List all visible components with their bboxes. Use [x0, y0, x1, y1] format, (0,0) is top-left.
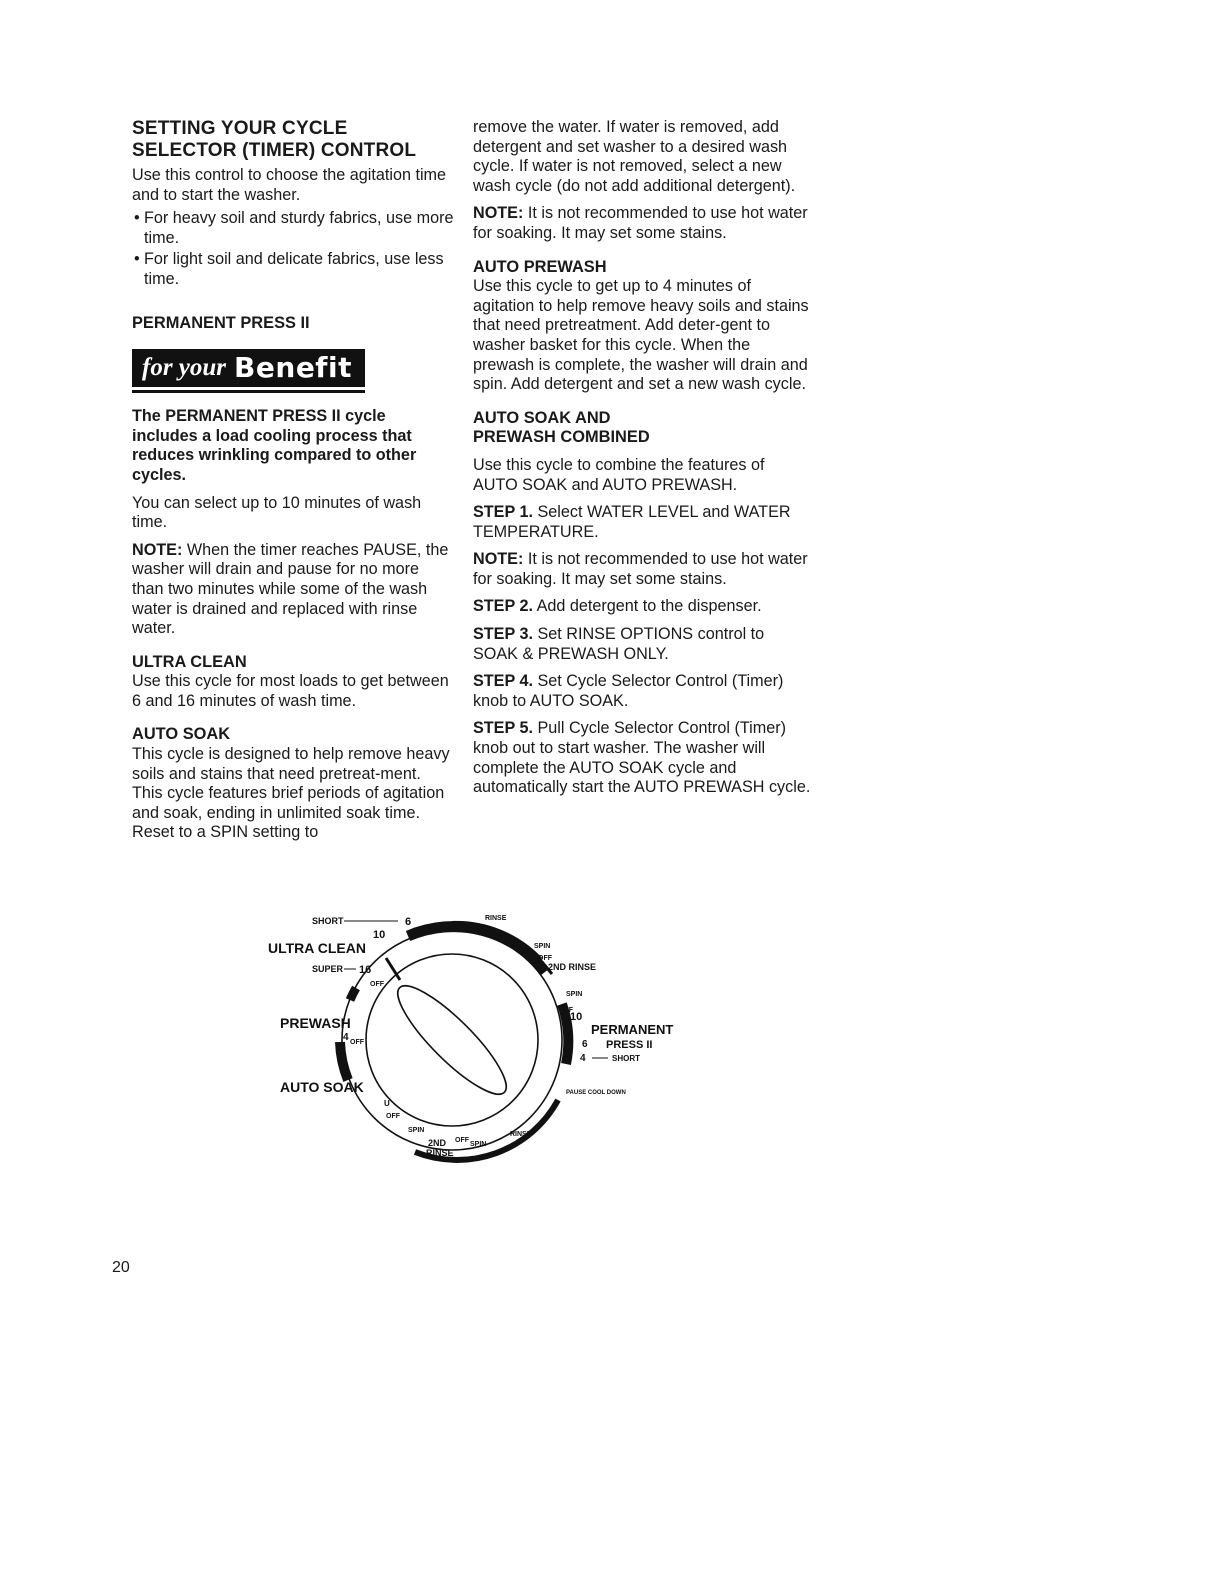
step-text: Pull Cycle Selector Control (Timer) knob out to start washer. The washer will complete the AUTO SOAK cycle and automatically start the AUTO PREWASH cycle.	[473, 719, 811, 797]
step-text: Select WATER LEVEL and WATER TEMPERATURE.	[473, 503, 791, 541]
auto-soak-continued: remove the water. If water is removed, add detergent and set washer to a desired wash cycle. If water is not removed, select a new wash cycle (do not add additional detergent).	[473, 118, 796, 195]
intro-paragraph: Use this control to choose the agitation time and to start the washer.	[132, 166, 447, 204]
dial-label-off-2: OFF	[350, 1039, 364, 1046]
dial-label-6: 6	[405, 916, 412, 928]
dial-label-rinse-bottom-right: RINSE	[510, 1131, 532, 1138]
dial-label-10-right: 10	[570, 1011, 583, 1023]
step-3	[473, 625, 811, 664]
note-text: It is not recommended to use hot water for soaking. It may set some stains.	[473, 204, 808, 242]
dial-label-pause-cool-down: PAUSE COOL DOWN	[566, 1090, 626, 1096]
dial-outer-ring	[342, 930, 562, 1150]
cycle-selector-dial-illustration	[240, 900, 700, 1170]
list-item: • For light soil and delicate fabrics, use less time.	[132, 250, 454, 289]
note-paragraph	[473, 204, 811, 243]
benefit-logo-small: for your	[142, 354, 227, 382]
combined-heading	[473, 409, 811, 448]
step-2	[473, 597, 811, 617]
step-4	[473, 672, 811, 711]
dial-knob	[366, 954, 538, 1126]
permanent-press-heading: PERMANENT PRESS II	[132, 313, 310, 332]
step-text: Set RINSE OPTIONS control to SOAK & PREWASH ONLY.	[473, 625, 765, 663]
dial-label-ultra-clean: ULTRA CLEAN	[268, 940, 366, 956]
dial-label-super: SUPER	[312, 964, 344, 974]
ultra-clean-body: Use this cycle for most loads to get between 6 and 16 minutes of wash time.	[132, 672, 449, 710]
right-column	[473, 118, 811, 798]
title-line-1: SETTING YOUR CYCLE	[132, 118, 348, 139]
note-label: NOTE:	[473, 204, 524, 223]
list-item: • For heavy soil and sturdy fabrics, use more time.	[132, 209, 454, 248]
section-title	[132, 118, 454, 162]
permanent-press-lead: The PERMANENT PRESS II cycle includes a load cooling process that reduces wrinkling compared to other cycles.	[132, 407, 417, 484]
dial-label-prewash: PREWASH	[280, 1015, 351, 1031]
dial-label-16: 16	[359, 964, 372, 976]
step-1	[473, 503, 811, 542]
page-number: 20	[112, 1259, 130, 1276]
combined-heading-line-1: AUTO SOAK AND	[473, 408, 611, 427]
dial-label-short-right: SHORT	[612, 1054, 640, 1063]
step-label: STEP 5.	[473, 719, 533, 738]
dial-label-off-top: OFF	[538, 955, 552, 962]
dial-label-rinse-top: RINSE	[485, 915, 507, 922]
for-your-benefit-logo	[132, 349, 367, 393]
dial-label-6-right: 6	[582, 1039, 588, 1050]
dial-label-spin-top: SPIN	[534, 943, 551, 950]
dial-label-rinse-bottom: RINSE	[426, 1148, 454, 1158]
dial-label-2nd-rinse-top: 2ND RINSE	[548, 962, 597, 972]
dial-label-off-1: OFF	[370, 981, 384, 988]
combined-heading-line-2: PREWASH COMBINED	[473, 428, 650, 447]
step-label: STEP 1.	[473, 503, 533, 522]
tips-list	[132, 209, 454, 289]
auto-soak-heading: AUTO SOAK	[132, 725, 231, 744]
title-line-2: SELECTOR (TIMER) CONTROL	[132, 140, 417, 161]
ultra-clean-heading: ULTRA CLEAN	[132, 652, 247, 671]
dial-label-off-bottom: OFF	[455, 1137, 469, 1144]
step-label: STEP 3.	[473, 625, 533, 644]
note-label: NOTE:	[132, 540, 183, 559]
dial-label-spin-bottom: SPIN	[408, 1127, 425, 1134]
benefit-box	[132, 349, 365, 387]
dial-label-off-right: OFF	[559, 1007, 573, 1014]
dial-grip	[386, 974, 519, 1107]
permanent-press-body: You can select up to 10 minutes of wash time.	[132, 493, 422, 532]
step-5	[473, 719, 811, 797]
auto-prewash-body: Use this cycle to get up to 4 minutes of agitation to help remove heavy soils and stains that need pretreatment. Add deter-gent to washer basket for this cycle. When the prewash is complete, the washer will drain and spin. Add detergent and set a new wash cycle.	[473, 277, 809, 394]
dial-label-spin-right: SPIN	[566, 991, 583, 998]
dial-label-permanent: PERMANENT	[591, 1022, 674, 1037]
dial-label-2nd-bottom: 2ND	[428, 1138, 447, 1148]
dial-label-press-ii: PRESS II	[606, 1039, 653, 1051]
benefit-logo-big: Benefit	[234, 351, 352, 385]
auto-soak-body: This cycle is designed to help remove heavy soils and stains that need pretreat-ment. This cycle features brief periods of agitation and soak, ending in unlimited soak time. Reset to a SPIN setting to	[132, 745, 450, 842]
benefit-rule	[132, 390, 365, 393]
note-paragraph	[473, 550, 811, 589]
auto-prewash-heading: AUTO PREWASH	[473, 257, 607, 276]
dial-label-10-left: 10	[373, 929, 386, 941]
note-label: NOTE:	[473, 550, 524, 569]
left-column	[132, 118, 454, 843]
dial-label-auto-soak: AUTO SOAK	[280, 1079, 364, 1095]
dial-label-u: U	[384, 1099, 390, 1108]
step-text: Add detergent to the dispenser.	[536, 597, 762, 616]
combined-body: Use this cycle to combine the features of AUTO SOAK and AUTO PREWASH.	[473, 455, 765, 494]
step-label: STEP 2.	[473, 597, 533, 616]
dial-label-spin-bottom-2: SPIN	[470, 1141, 487, 1148]
dial-band-auto-soak	[340, 1042, 348, 1080]
step-text: Set Cycle Selector Control (Timer) knob to AUTO SOAK.	[473, 672, 784, 710]
dial-band-prewash	[350, 988, 356, 1000]
note-text: It is not recommended to use hot water for soaking. It may set some stains.	[473, 550, 808, 588]
dial-label-4-left: 4	[343, 1032, 349, 1043]
note-text: When the timer reaches PAUSE, the washer will drain and pause for no more than two minutes while some of the wash water is drained and replaced with rinse water.	[132, 540, 449, 638]
dial-label-4-right: 4	[580, 1053, 586, 1064]
note-paragraph	[132, 541, 454, 639]
step-label: STEP 4.	[473, 672, 533, 691]
dial-label-short-left: SHORT	[312, 916, 344, 926]
dial-label-off-3: OFF	[386, 1113, 400, 1120]
